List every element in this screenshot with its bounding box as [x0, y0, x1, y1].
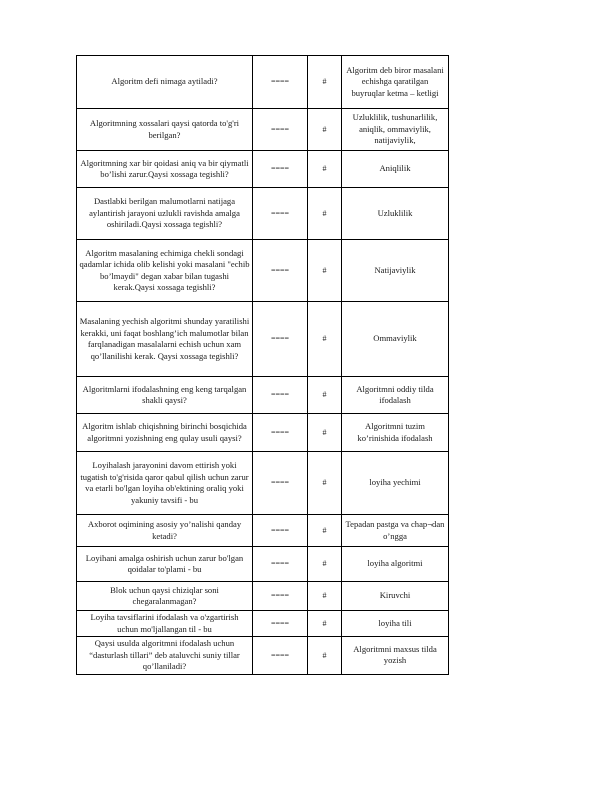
- question-cell-text: Algoritm ishlab chiqishning birinchi bosqichida algoritmni yozishning eng qulay usuli qaysi?: [82, 421, 247, 443]
- question-cell: [77, 515, 253, 547]
- answer-cell: [342, 547, 449, 582]
- question-cell: [77, 109, 253, 151]
- separator-cell-text: ====: [270, 164, 290, 174]
- hash-cell-text: #: [322, 164, 327, 174]
- question-cell-text: Loyihani amalga oshirish uchun zarur bo'lgan qoidalar to'plami - bu: [85, 552, 244, 574]
- answer-cell-text: loyiha algoritmi: [367, 558, 423, 569]
- answer-cell-text: Algoritmni oddiy tilda ifodalash: [356, 383, 434, 405]
- separator-cell: [253, 515, 308, 547]
- separator-cell-text: ====: [270, 618, 290, 628]
- separator-cell: [253, 56, 308, 109]
- question-cell-text: Axborot oqimining asosiy yo’nalishi qanday ketadi?: [87, 519, 242, 541]
- question-cell-text: Blok uchun qaysi chiziqlar soni chegaralanmagan?: [110, 584, 219, 606]
- table-row: [77, 515, 449, 547]
- question-cell-text: Loyiha tavsiflarini ifodalash va o'zgartirish uchun mo'ljallangan til - bu: [90, 612, 239, 634]
- hash-cell: [308, 547, 342, 582]
- hash-cell: [308, 611, 342, 637]
- answer-cell-text: Aniqlilik: [379, 163, 411, 174]
- hash-cell-text: #: [322, 618, 327, 628]
- hash-cell: [308, 151, 342, 188]
- separator-cell-text: ====: [270, 650, 290, 660]
- hash-cell: [308, 637, 342, 675]
- question-cell-text: Qaysi usulda algoritmni ifodalash uchun “dasturlash tillari” deb ataluvchi suniy tillar qo’llaniladi?: [89, 638, 240, 671]
- question-cell-text: Loyihalash jarayonini davom ettirish yoki tugatish to'g'risida qaror qabul qilish uchun zarur va etarli bo'lgan loyiha ob'ektining oraliq yoki yakuniy tavsifi - bu: [80, 460, 249, 505]
- question-table: [76, 55, 449, 675]
- answer-cell-text: Algoritmni tuzim ko’rinishida ifodalash: [357, 421, 433, 443]
- answer-cell: [342, 302, 449, 377]
- question-cell: [77, 377, 253, 414]
- hash-cell-text: #: [322, 591, 327, 601]
- table-row: [77, 377, 449, 414]
- question-cell: [77, 611, 253, 637]
- hash-cell-text: #: [322, 478, 327, 488]
- hash-cell: [308, 515, 342, 547]
- separator-cell: [253, 302, 308, 377]
- separator-cell: [253, 547, 308, 582]
- separator-cell: [253, 377, 308, 414]
- answer-cell: [342, 56, 449, 109]
- separator-cell: [253, 151, 308, 188]
- answer-cell-text: Algoritm deb biror masalani echishga qaratilgan buyruqlar ketma – ketligi: [346, 64, 444, 98]
- separator-cell-text: ====: [270, 77, 290, 87]
- hash-cell: [308, 109, 342, 151]
- separator-cell-text: ====: [270, 478, 290, 488]
- separator-cell: [253, 414, 308, 452]
- answer-cell: [342, 109, 449, 151]
- table-row: [77, 637, 449, 675]
- question-cell: [77, 302, 253, 377]
- separator-cell-text: ====: [270, 427, 290, 437]
- answer-cell: [342, 151, 449, 188]
- table-row: [77, 56, 449, 109]
- hash-cell: [308, 302, 342, 377]
- answer-cell: [342, 582, 449, 611]
- separator-cell: [253, 611, 308, 637]
- hash-cell: [308, 240, 342, 302]
- hash-cell-text: #: [322, 650, 327, 660]
- hash-cell-text: #: [322, 334, 327, 344]
- table-row: [77, 414, 449, 452]
- answer-cell-text: Uzluklilik, tushunarlilik, aniqlik, ommaviylik, natijaviylik,: [352, 112, 438, 146]
- answer-cell: [342, 611, 449, 637]
- question-cell: [77, 547, 253, 582]
- answer-cell: [342, 188, 449, 240]
- answer-cell: [342, 240, 449, 302]
- question-cell: [77, 637, 253, 675]
- question-table-body: [77, 56, 449, 675]
- answer-cell-text: Tepadan pastga va chap¬dan o’ngga: [345, 519, 445, 541]
- table-row: [77, 151, 449, 188]
- separator-cell-text: ====: [270, 265, 290, 275]
- answer-cell-text: Ommaviylik: [373, 333, 417, 344]
- separator-cell: [253, 582, 308, 611]
- question-cell: [77, 240, 253, 302]
- separator-cell-text: ====: [270, 208, 290, 218]
- separator-cell-text: ====: [270, 559, 290, 569]
- separator-cell-text: ====: [270, 591, 290, 601]
- table-row: [77, 240, 449, 302]
- hash-cell: [308, 452, 342, 515]
- answer-cell-text: loyiha tili: [378, 617, 412, 628]
- hash-cell: [308, 414, 342, 452]
- separator-cell: [253, 188, 308, 240]
- question-cell-text: Algoritmning xar bir qoidasi aniq va bir qiymatli bo’lishi zarur.Qaysi xossaga tegishli?: [80, 157, 249, 179]
- answer-cell-text: Kiruvchi: [379, 590, 411, 601]
- answer-cell: [342, 414, 449, 452]
- table-row: [77, 582, 449, 611]
- question-cell-text: Dastlabki berilgan malumotlarni natijaga aylantirish jarayoni uzlukli ravishda amalga oshiriladi.Qaysi xossaga tegishli?: [89, 196, 240, 230]
- question-cell-text: Algoritm masalaning echimiga chekli sondagi qadamlar ichida olib kelishi yoki masalani "echib bo’lmaydi" degan xabar bilan tugashi kerak.Qaysi xossaga tegishli?: [79, 247, 250, 292]
- question-cell-text: Algoritmning xossalari qaysi qatorda to'g'ri berilgan?: [89, 118, 240, 140]
- question-cell: [77, 414, 253, 452]
- question-cell: [77, 452, 253, 515]
- table-row: [77, 302, 449, 377]
- hash-cell-text: #: [322, 124, 327, 134]
- hash-cell-text: #: [322, 208, 327, 218]
- answer-cell: [342, 452, 449, 515]
- answer-cell-text: Algoritmni maxsus tilda yozish: [353, 643, 437, 666]
- answer-cell: [342, 515, 449, 547]
- separator-cell: [253, 637, 308, 675]
- separator-cell: [253, 109, 308, 151]
- answer-cell: [342, 377, 449, 414]
- question-cell: [77, 151, 253, 188]
- hash-cell: [308, 582, 342, 611]
- hash-cell: [308, 188, 342, 240]
- separator-cell: [253, 240, 308, 302]
- answer-cell: [342, 637, 449, 675]
- question-cell-text: Algoritm defi nimaga aytiladi?: [111, 76, 218, 87]
- table-row: [77, 547, 449, 582]
- separator-cell-text: ====: [270, 124, 290, 134]
- separator-cell: [253, 452, 308, 515]
- question-cell: [77, 188, 253, 240]
- hash-cell-text: #: [322, 390, 327, 400]
- answer-cell-text: Natijaviylik: [374, 264, 416, 275]
- hash-cell-text: #: [322, 525, 327, 535]
- hash-cell: [308, 56, 342, 109]
- answer-cell-text: loyiha yechimi: [369, 477, 421, 488]
- table-row: [77, 452, 449, 515]
- hash-cell-text: #: [322, 77, 327, 87]
- question-cell-text: Algoritmlarni ifodalashning eng keng tarqalgan shakli qaysi?: [82, 383, 247, 405]
- hash-cell: [308, 377, 342, 414]
- table-row: [77, 188, 449, 240]
- question-cell-text: Masalaning yechish algoritmi shunday yaratilishi kerakki, uni faqat boshlang’ich malumotlar bilan farqlanadigan masalalarni echish uchun xam qo’llanilishi kerak. Qaysi xossaga tegishli?: [79, 316, 250, 361]
- answer-cell-text: Uzluklilik: [377, 207, 413, 218]
- hash-cell-text: #: [322, 559, 327, 569]
- table-row: [77, 109, 449, 151]
- question-cell: [77, 56, 253, 109]
- hash-cell-text: #: [322, 427, 327, 437]
- table-row: [77, 611, 449, 637]
- separator-cell-text: ====: [270, 525, 290, 535]
- hash-cell-text: #: [322, 265, 327, 275]
- separator-cell-text: ====: [270, 390, 290, 400]
- question-cell: [77, 582, 253, 611]
- separator-cell-text: ====: [270, 334, 290, 344]
